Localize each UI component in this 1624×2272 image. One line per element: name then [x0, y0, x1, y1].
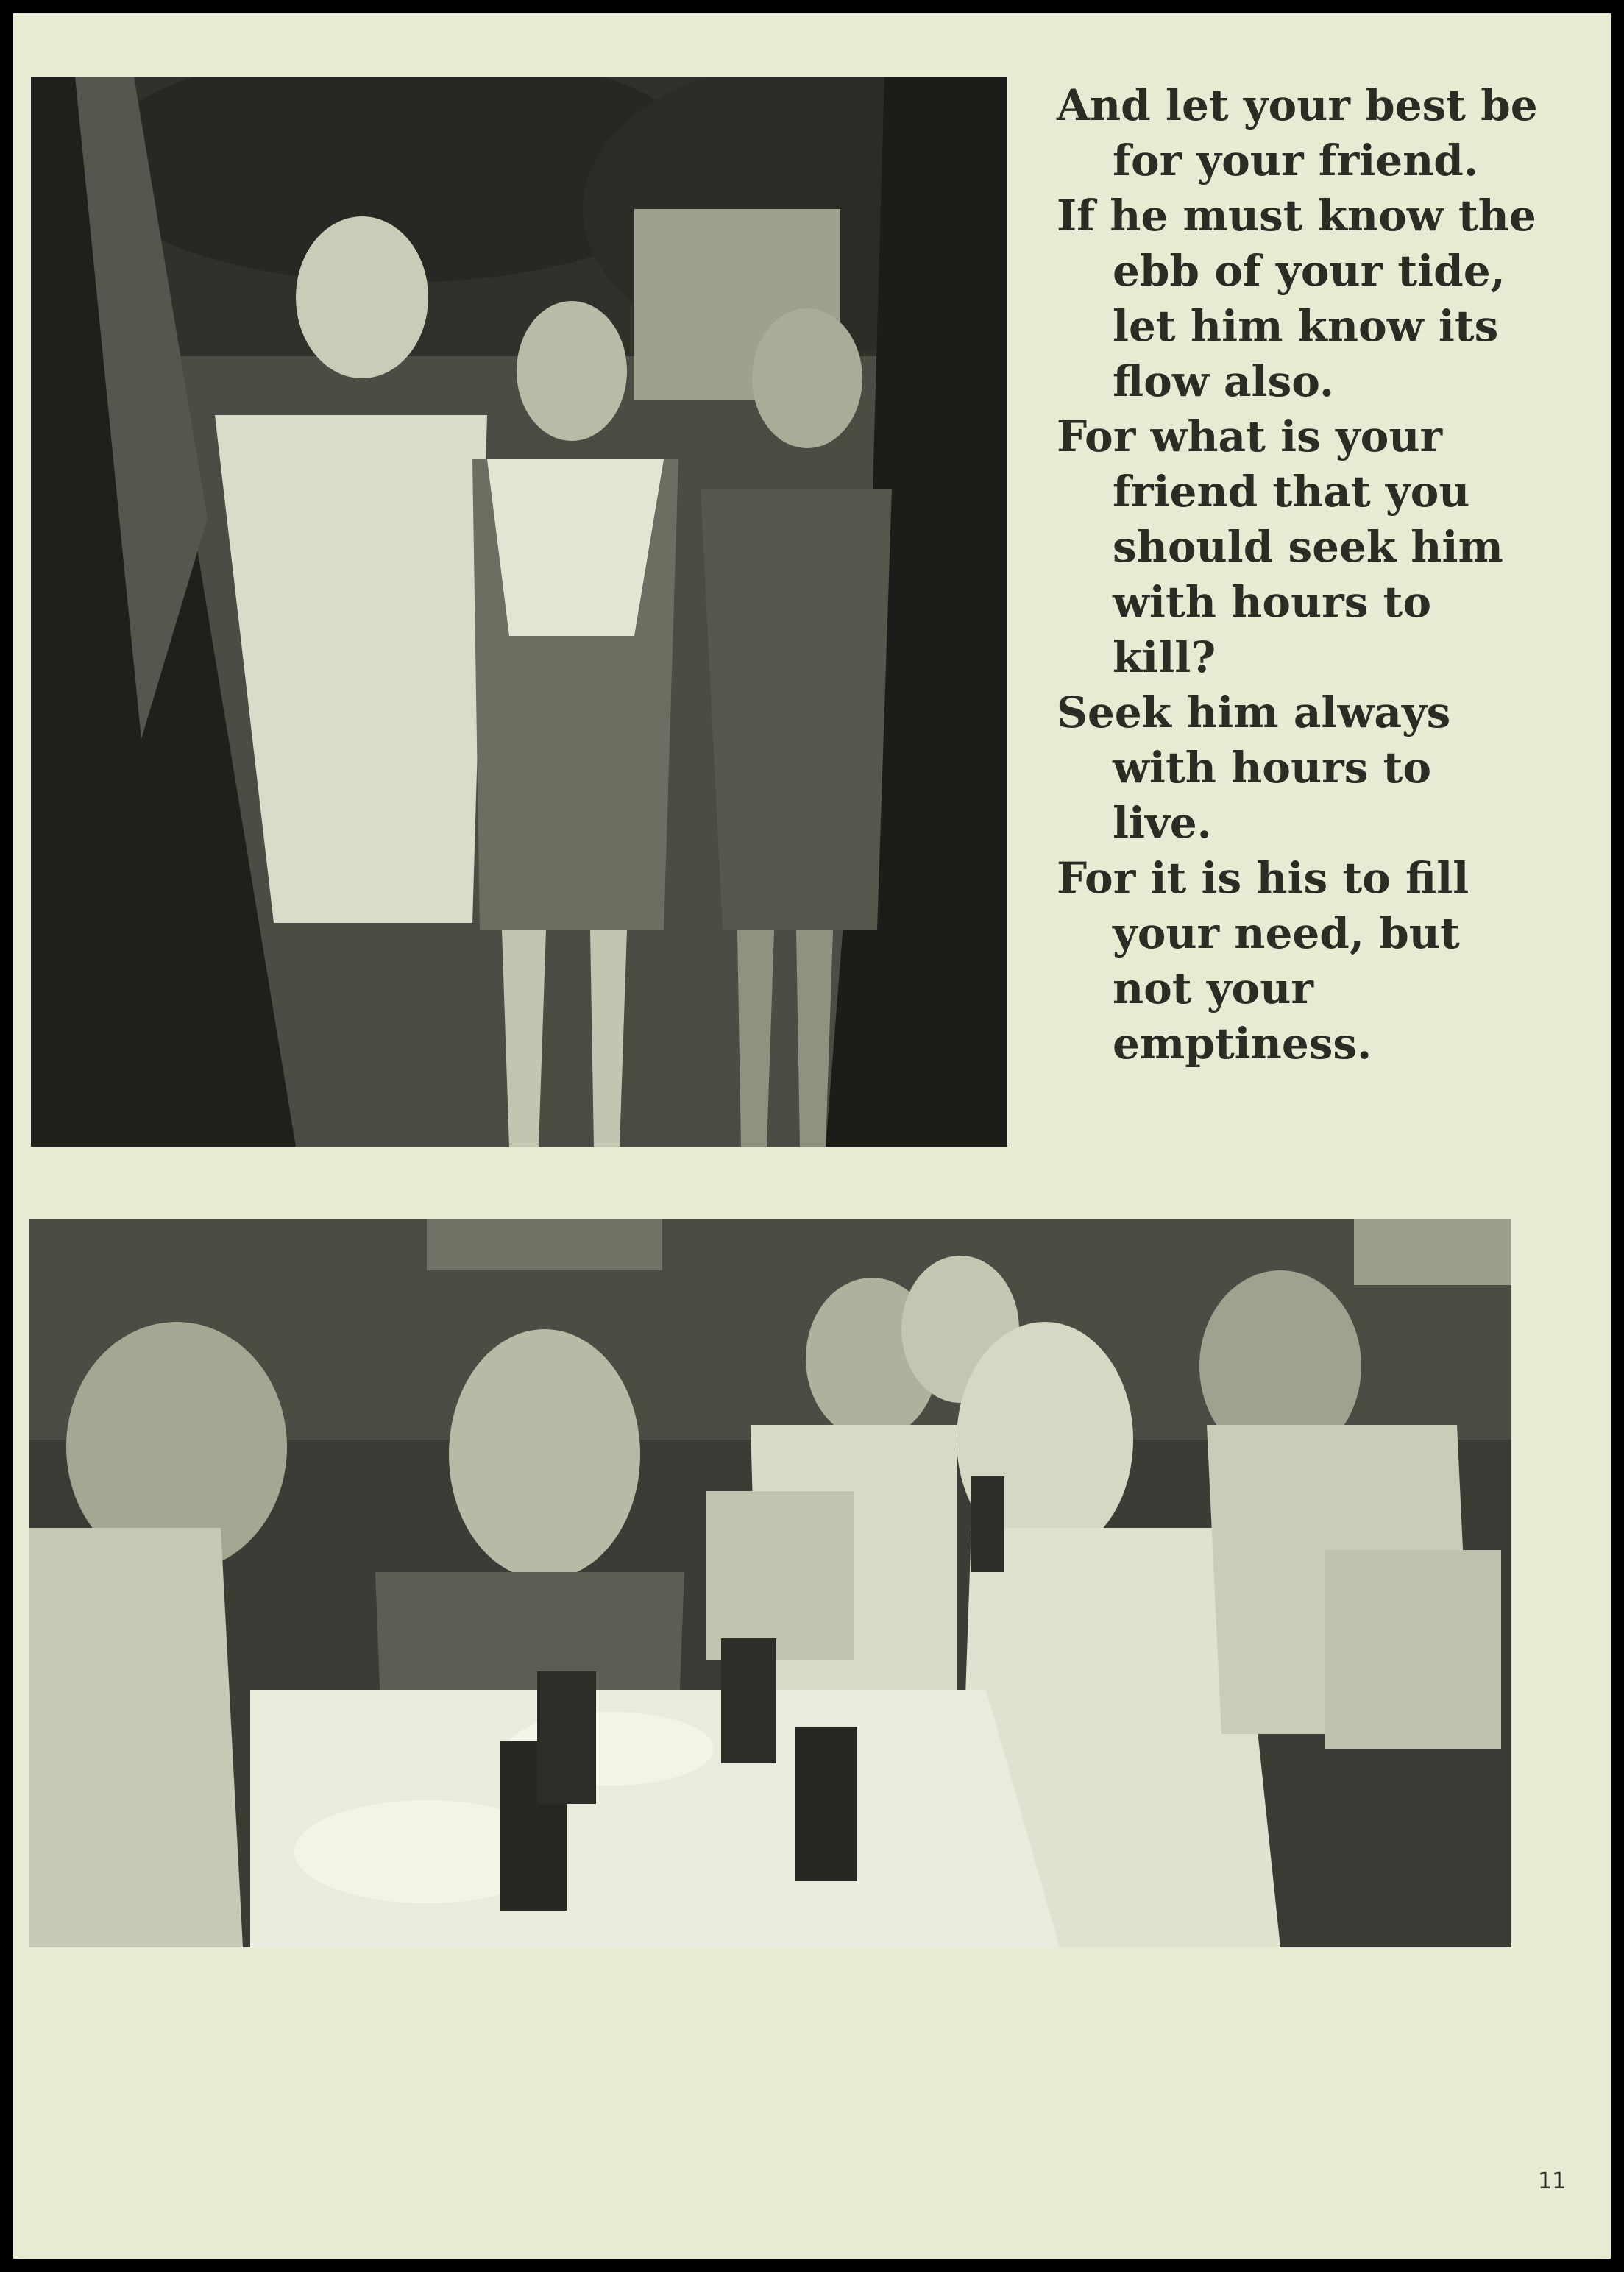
- page-number: 11: [1538, 2168, 1567, 2194]
- verse-stanza-2: If he must know the ebb of your tide, let him know its flow also.: [1057, 191, 1536, 406]
- photo-students-at-dinner-table: [29, 1219, 1511, 1947]
- verse-stanza-4: Seek him always with hours to live.: [1057, 687, 1451, 848]
- photo-three-girls-by-tree: [31, 77, 1007, 1147]
- verse-stanza-1: And let your best be for your friend.: [1057, 80, 1538, 185]
- poem-verse: [1057, 78, 1542, 1072]
- verse-stanza-3: For what is your friend that you should seek him with hours to kill?: [1057, 411, 1503, 682]
- yearbook-page: [13, 13, 1611, 2259]
- verse-stanza-5: For it is his to fill your need, but not your emptiness.: [1057, 853, 1469, 1069]
